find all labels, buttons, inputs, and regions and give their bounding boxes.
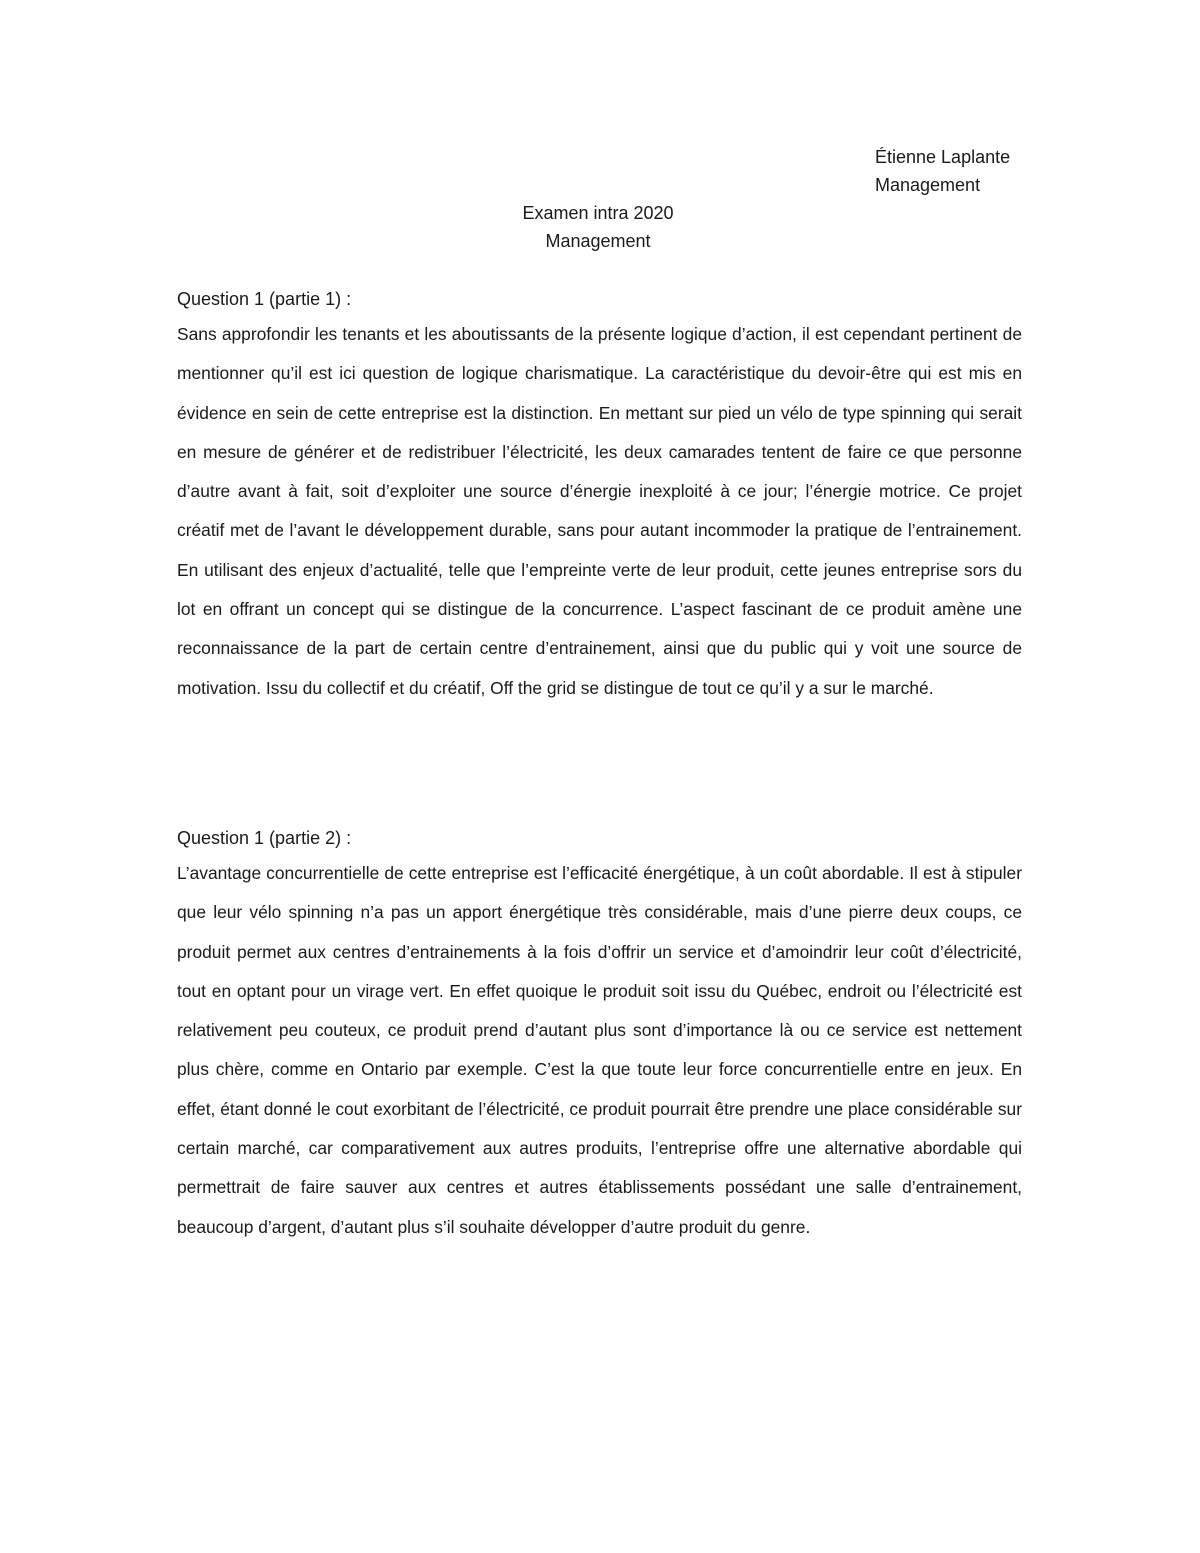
author-block bbox=[875, 143, 1010, 199]
title-line-2: Management bbox=[545, 231, 651, 251]
question-heading: Question 1 (partie 1) : bbox=[177, 289, 352, 309]
question-section-1 bbox=[177, 285, 1022, 708]
question-answer-paragraph: Sans approfondir les tenants et les aboutissants de la présente logique d’action, il est cependant pertinent de mentionner qu’il est ici question de logique charismatique. La caractéristique du devoir-être qui est mis en évidence en sein de cette entreprise est la distinction. En mettant sur pied un vélo de type spinning qui serait en mesure de générer et de redistribuer l’électricité, les deux camarades tentent de faire ce que personne d’autre avant à fait, soit d’exploiter une source d’énergie inexploité à ce jour; l’énergie motrice. Ce projet créatif met de l’avant le développement durable, sans pour autant incommoder la pratique de l’entrainement. En utilisant des enjeux d’actualité, telle que l’empreinte verte de leur produit, cette jeunes entreprise sors du lot en offrant un concept qui se distingue de la concurrence. L’aspect fascinant de ce produit amène une reconnaissance de la part de certain centre d’entrainement, ainsi que du public qui y voit une source de motivation. Issu du collectif et du créatif, Off the grid se distingue de tout ce qu’il y a sur le marché. bbox=[177, 324, 1022, 698]
question-section-2 bbox=[177, 824, 1022, 1247]
question-answer-paragraph: L’avantage concurrentielle de cette entreprise est l’efficacité énergétique, à un coût abordable. Il est à stipuler que leur vélo spinning n’a pas un apport énergétique très considérable, mais d’une pierre deux coups, ce produit permet aux centres d’entrainements à la fois d’offrir un service et d’amoindrir leur coût d’électricité, tout en optant pour un virage vert. En effet quoique le produit soit issu du Québec, endroit ou l’électricité est relativement peu couteux, ce produit prend d’autant plus sont d’importance là ou ce service est nettement plus chère, comme en Ontario par exemple. C’est la que toute leur force concurrentielle entre en jeux. En effet, étant donné le cout exorbitant de l’électricité, ce produit pourrait être prendre une place considérable sur certain marché, car comparativement aux autres produits, l’entreprise offre une alternative abordable qui permettrait de faire sauver aux centres et autres établissements possédant une salle d’entrainement, beaucoup d’argent, d’autant plus s’il souhaite développer d’autre produit du genre. bbox=[177, 863, 1022, 1237]
author-course: Management bbox=[875, 175, 981, 195]
question-heading: Question 1 (partie 2) : bbox=[177, 828, 352, 848]
document-title bbox=[0, 199, 1200, 255]
author-name: Étienne Laplante bbox=[875, 147, 1011, 167]
title-line-1: Examen intra 2020 bbox=[522, 203, 674, 223]
